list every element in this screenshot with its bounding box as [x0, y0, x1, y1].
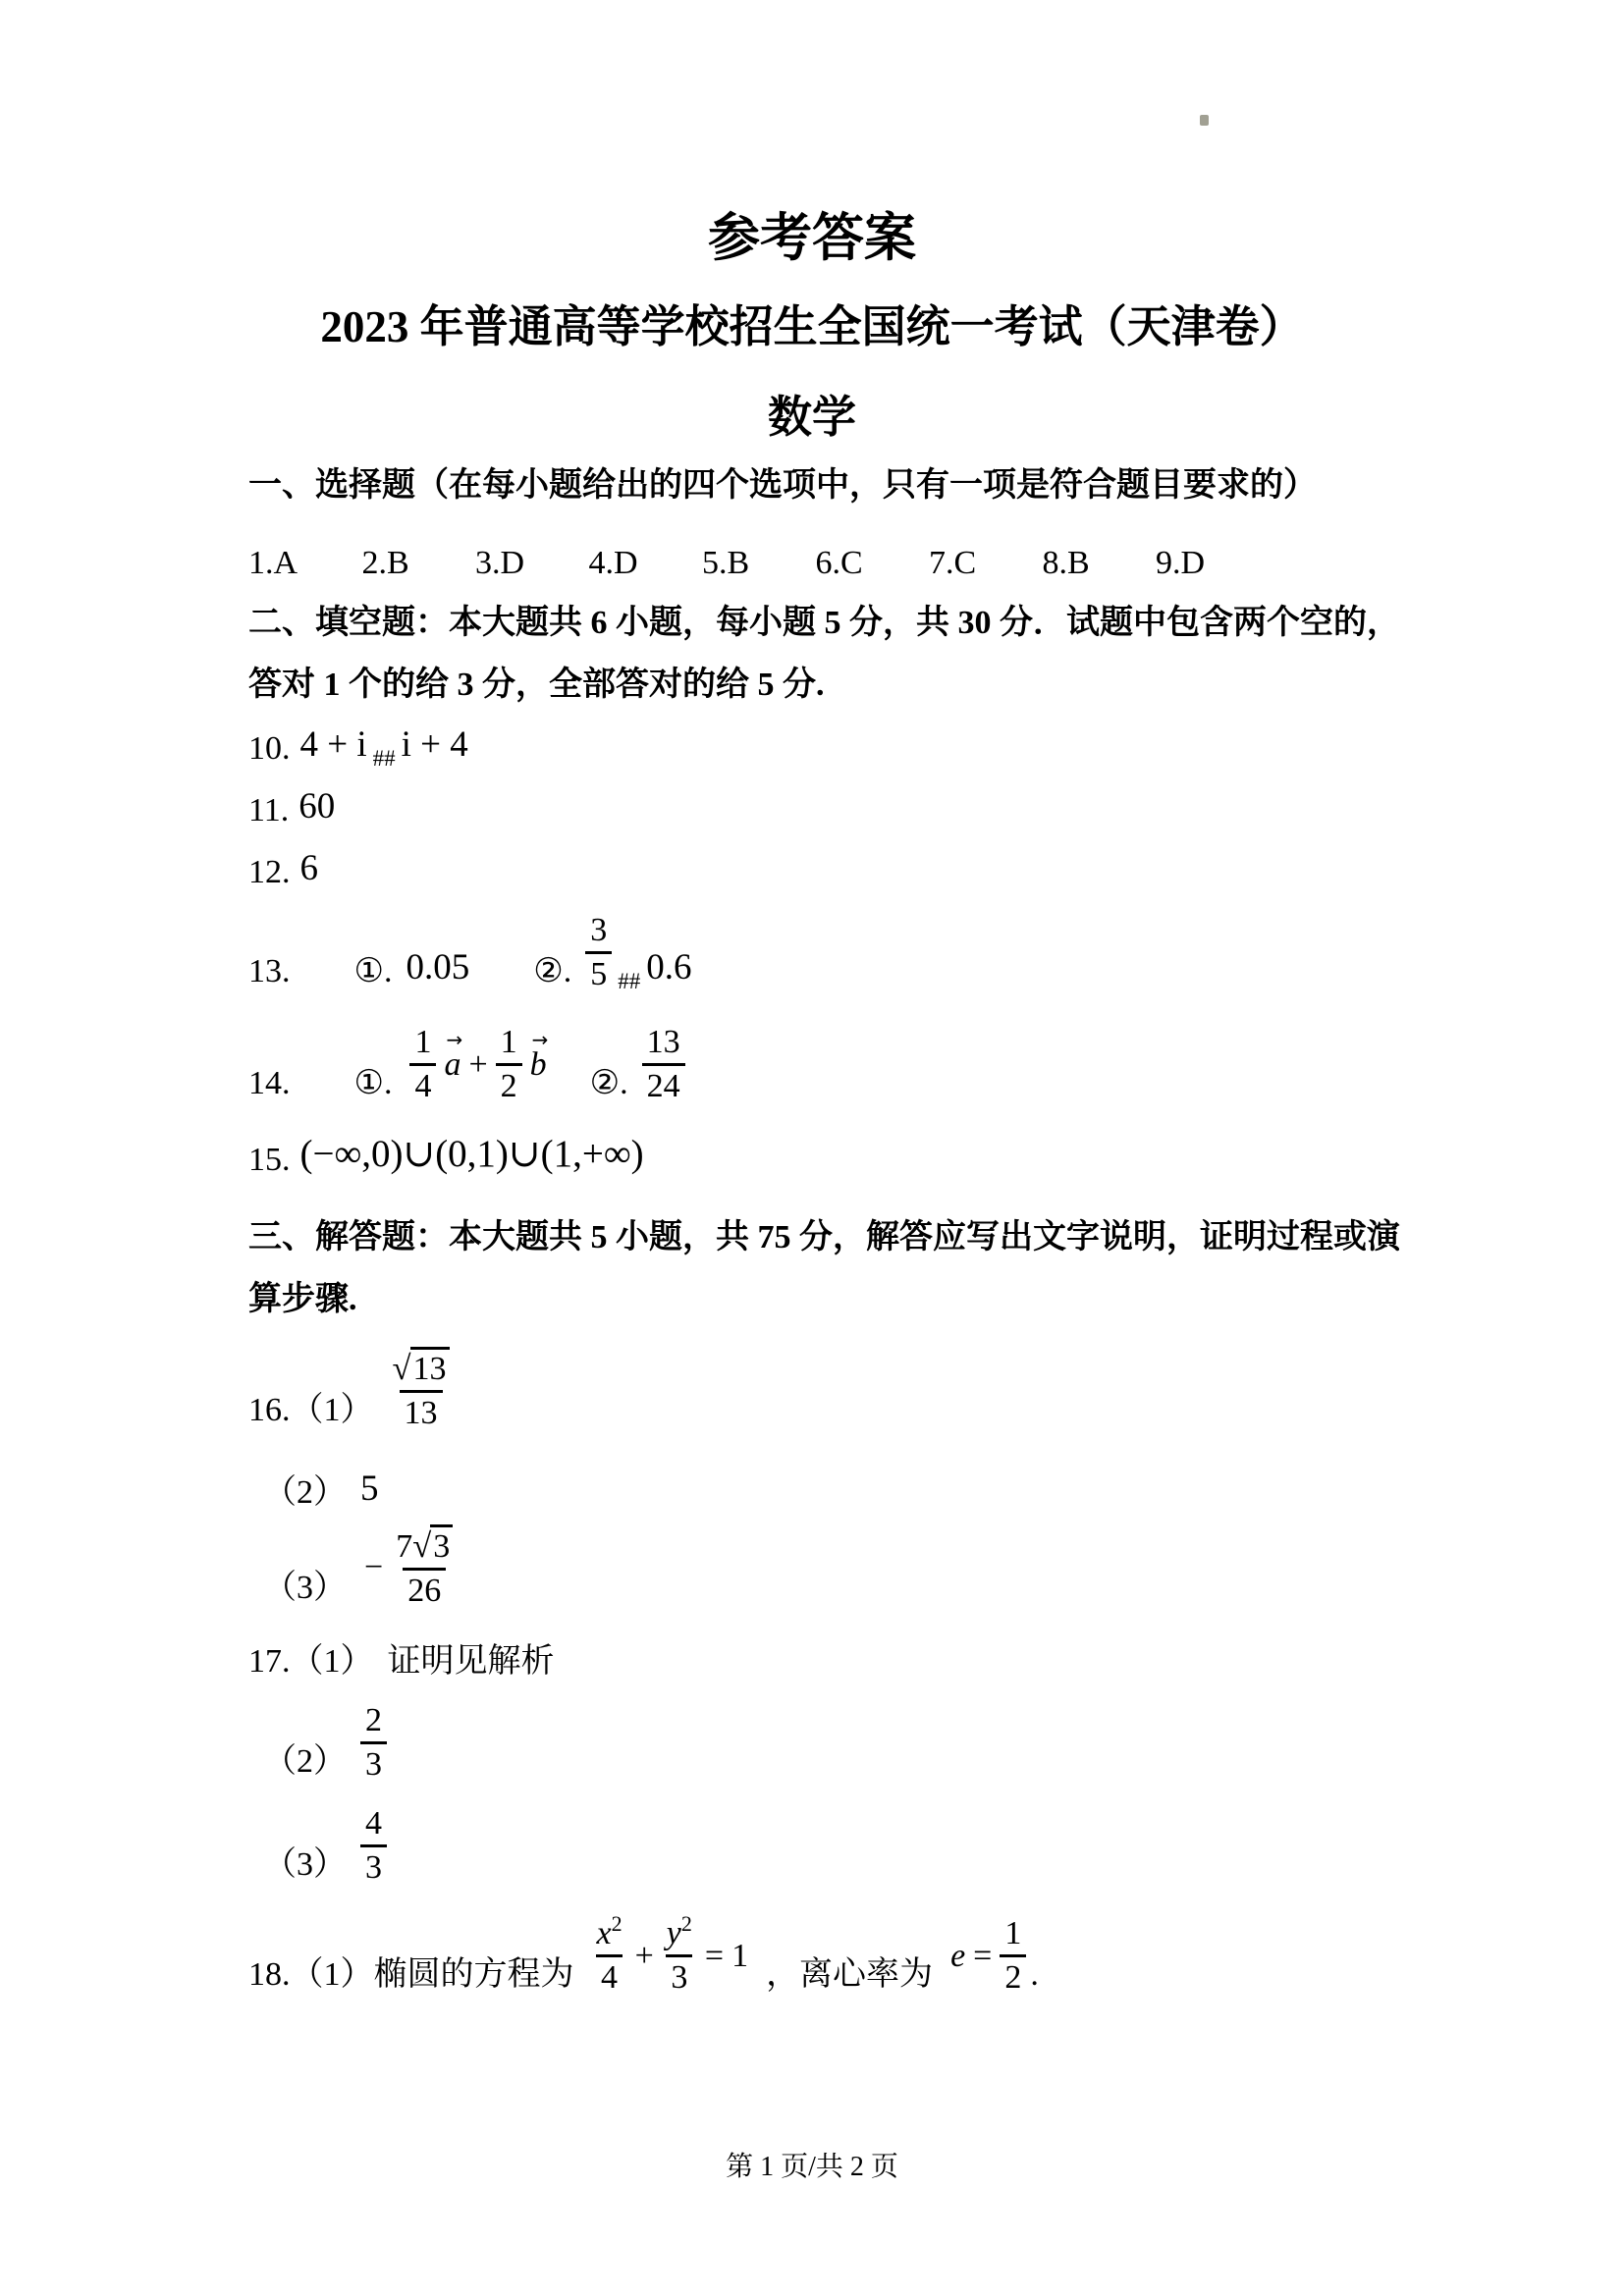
scan-artifact-speck [1200, 115, 1209, 126]
fraction-numerator [388, 1347, 455, 1390]
square-root [393, 1351, 450, 1387]
variable-e: e [950, 1937, 966, 1974]
radicand: 13 [410, 1347, 450, 1389]
square-root [412, 1528, 453, 1565]
answer-blank-1: 4 + i [299, 723, 367, 765]
vector-a [444, 1027, 463, 1088]
fraction-denominator: 3 [360, 1844, 387, 1888]
choice-answer-9: 9.D [1156, 545, 1206, 581]
fraction [360, 1701, 387, 1785]
fraction [388, 1347, 455, 1433]
radicand: 3 [430, 1524, 453, 1567]
question-16-part2-answer [263, 1470, 379, 1516]
choice-answer-6: 6.C [815, 545, 863, 581]
choice-answers-row [248, 541, 1270, 586]
part-label: （1） [290, 1643, 374, 1680]
vector-symbol: b [529, 1045, 547, 1083]
choice-section-heading: 一、选择题（在每小题给出的四个选项中，只有一项是符合题目要求的） [248, 467, 1317, 504]
fraction [585, 911, 612, 994]
solution-section-heading-line1: 三、解答题：本大题共 5 小题，共 75 分，解答应写出文字说明，证明过程或演 [248, 1219, 1400, 1255]
question-number: 12. [248, 854, 291, 890]
fraction [642, 1023, 685, 1106]
plus-operator: + [634, 1937, 654, 1974]
question-17-part1-answer [248, 1639, 555, 1684]
answer-text: 证明见解析 [387, 1643, 555, 1680]
question-17-part3-answer [263, 1804, 387, 1888]
question-number: 16. [248, 1392, 291, 1429]
part-label: （3） [263, 1570, 347, 1607]
fraction-denominator: 3 [666, 1954, 692, 1998]
negative-fraction [360, 1524, 461, 1611]
exponent: 2 [611, 1911, 623, 1936]
fraction-denominator: 13 [400, 1390, 443, 1433]
choice-answer-3: 3.D [475, 545, 525, 581]
subject-title: 数学 [767, 393, 856, 442]
vector-symbol: a [444, 1045, 461, 1083]
question-number: 10. [248, 730, 291, 767]
fraction-numerator [592, 1911, 627, 1954]
ellipse-equation [588, 1911, 753, 1998]
fraction-numerator: 1 [500, 1024, 517, 1060]
blank-2-circled-label: ②. [589, 1065, 628, 1102]
question-number: 14. [248, 1065, 291, 1102]
question-number: 13. [248, 953, 291, 990]
question-number: 18. [248, 1956, 291, 1994]
question-16-part1-answer [248, 1347, 455, 1433]
coefficient: 7 [396, 1528, 413, 1565]
sentence-period: . [1030, 1956, 1039, 1994]
fraction-denominator: 3 [360, 1741, 387, 1785]
fill-section-heading-line1: 二、填空题：本大题共 6 小题，每小题 5 分，共 30 分．试题中包含两个空的， [248, 605, 1400, 641]
vector-expression [406, 1023, 550, 1106]
question-number: 15. [248, 1141, 291, 1178]
page-footer: 第 1 页/共 2 页 [726, 2152, 898, 2182]
answer-text-ellipse: 椭圆的方程为 [373, 1956, 574, 1994]
question-15-answer [248, 1133, 644, 1183]
question-11-answer [248, 785, 336, 833]
vector-arrow-icon: → [531, 1027, 549, 1051]
blank-2-circled-label: ②. [533, 953, 572, 990]
fraction-numerator: 1 [414, 1024, 432, 1060]
fraction-numerator: 2 [365, 1702, 382, 1738]
blank-1-circled-label: ①. [353, 953, 393, 990]
fraction [496, 1023, 522, 1106]
blank-2-alt-answer: 0.6 [646, 946, 692, 988]
answer-blank-2: i + 4 [401, 723, 468, 765]
answer-value: 6 [299, 847, 318, 888]
choice-answer-5: 5.B [702, 545, 750, 581]
question-16-part3-answer [263, 1524, 461, 1611]
part-label: （1） [290, 1956, 374, 1994]
page-title: 参考答案 [708, 210, 916, 267]
eccentricity-equation [947, 1914, 1030, 1998]
fraction-numerator: 3 [590, 912, 608, 948]
fraction-denominator: 2 [496, 1063, 522, 1106]
exponent: 2 [680, 1911, 692, 1936]
choice-answer-7: 7.C [929, 545, 977, 581]
equation-rhs: 1 [731, 1937, 749, 1974]
blank-separator: ## [372, 745, 396, 771]
fraction [1000, 1914, 1026, 1998]
part-label: （2） [263, 1743, 347, 1781]
fraction-numerator [662, 1911, 697, 1954]
fill-section-heading-line2: 答对 1 个的给 3 分，全部答对的给 5 分. [248, 667, 825, 703]
fraction-numerator: 4 [365, 1805, 382, 1842]
vector-arrow-icon: → [446, 1027, 463, 1051]
part-label: （1） [290, 1392, 374, 1429]
fraction [391, 1524, 458, 1611]
vector-b [529, 1027, 549, 1088]
fraction-denominator: 4 [409, 1063, 436, 1106]
plus-operator: + [468, 1045, 488, 1083]
radical-icon: √ [412, 1526, 432, 1565]
equals-operator: = [704, 1937, 725, 1974]
question-10-answer [248, 723, 468, 772]
part-label: （2） [263, 1474, 347, 1511]
fraction-denominator: 24 [642, 1063, 685, 1106]
variable-x: x [596, 1915, 612, 1951]
question-18-part1-answer [248, 1911, 1039, 1998]
question-17-part2-answer [263, 1701, 387, 1785]
choice-answer-8: 8.B [1042, 545, 1090, 581]
question-13-answer [248, 911, 691, 994]
fraction [592, 1911, 627, 1998]
fraction-numerator [391, 1524, 458, 1568]
blank-separator: ## [618, 969, 641, 994]
equals-operator: = [973, 1937, 993, 1974]
choice-answer-2: 2.B [361, 545, 409, 581]
blank-1-circled-label: ①. [353, 1065, 393, 1102]
minus-sign: − [364, 1549, 384, 1586]
blank-1-answer: 0.05 [406, 946, 470, 988]
exam-title: 2023 年普通高等学校招生全国统一考试（天津卷） [320, 302, 1304, 351]
question-number: 17. [248, 1643, 291, 1680]
fraction [409, 1023, 436, 1106]
fraction-numerator: 1 [1004, 1915, 1022, 1951]
choice-answer-4: 4.D [588, 545, 638, 581]
fraction-denominator: 4 [596, 1954, 623, 1998]
question-number: 11. [248, 792, 290, 828]
fraction [360, 1804, 387, 1888]
solution-section-heading-line2: 算步骤. [248, 1281, 357, 1317]
fraction-numerator: 13 [646, 1024, 680, 1060]
fraction-denominator: 2 [1000, 1954, 1026, 1998]
answer-text-eccentricity: ，离心率为 [766, 1956, 934, 1994]
fraction-denominator: 5 [585, 951, 612, 994]
question-14-answer [248, 1023, 685, 1106]
part-label: （3） [263, 1846, 347, 1884]
fraction-denominator: 26 [403, 1568, 446, 1611]
radical-icon: √ [392, 1349, 411, 1387]
answer-value: 5 [360, 1468, 379, 1509]
answer-interval-union: (−∞,0)∪(0,1)∪(1,+∞) [299, 1133, 644, 1175]
question-12-answer [248, 847, 318, 895]
fraction [662, 1911, 697, 1998]
answer-value: 60 [298, 785, 336, 827]
variable-y: y [666, 1915, 681, 1951]
choice-answer-1: 1.A [248, 545, 298, 581]
